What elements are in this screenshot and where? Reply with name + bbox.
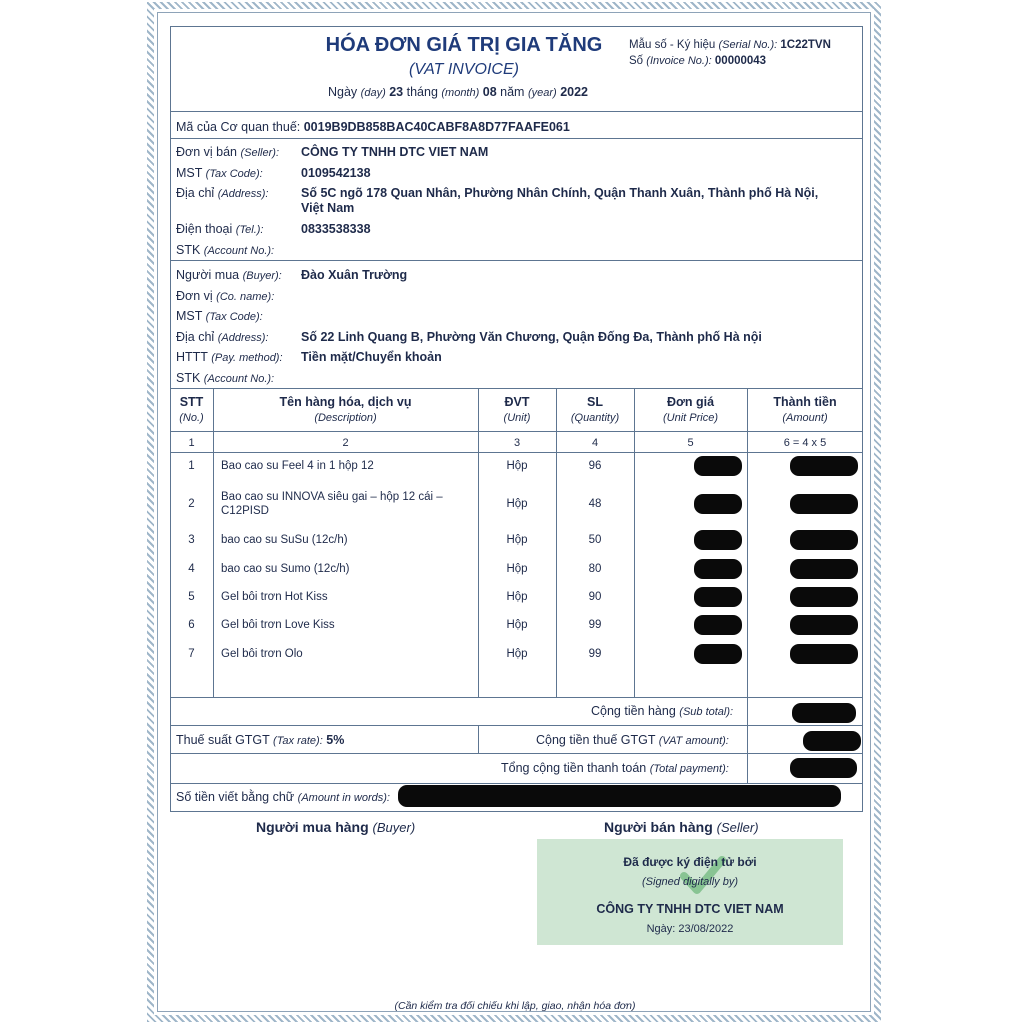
seller-tel-label: Điện thoại (Tel.):: [176, 222, 264, 236]
buyer-company-label: Đơn vị (Co. name):: [176, 289, 275, 303]
row-number: 3: [188, 534, 195, 546]
amount-in-words-label: Số tiền viết bằng chữ (Amount in words):: [176, 790, 390, 804]
row-unit: Hộp: [506, 591, 528, 603]
footer-note: (Cần kiểm tra đối chiếu khi lập, giao, nhận hóa đơn): [394, 1000, 636, 1012]
signer-name: CÔNG TY TNHH DTC VIET NAM: [596, 902, 784, 916]
seller-address-line1: Số 5C ngõ 178 Quan Nhân, Phường Nhân Chính, Quận Thanh Xuân, Thành phố Hà Nội,: [301, 186, 819, 200]
row-quantity: 96: [588, 460, 602, 472]
subtotal-redacted: [792, 703, 856, 723]
amount-redacted: [790, 644, 858, 664]
row-description: Gel bôi trơn Olo: [221, 648, 303, 660]
invoice-subtitle: (VAT INVOICE): [409, 61, 519, 78]
row-unit: Hộp: [506, 460, 528, 472]
invoice-date: Ngày (day) 23 tháng (month) 08 năm (year) 2022: [328, 85, 588, 99]
unit-price-redacted: [694, 559, 742, 579]
amount-redacted: [790, 530, 858, 550]
row-quantity: 48: [588, 498, 602, 510]
seller-account-label: STK (Account No.):: [176, 243, 275, 257]
row-quantity: 50: [588, 534, 602, 546]
row-description: Bao cao su INNOVA siêu gai – hộp 12 cái –: [221, 491, 443, 503]
column-header-en: (Amount): [782, 412, 828, 424]
vat-amount-redacted: [803, 731, 861, 751]
seller-signature-label: Người bán hàng (Seller): [604, 819, 759, 835]
serial-number: Mẫu số - Ký hiệu (Serial No.): 1C22TVN: [629, 39, 831, 51]
invoice-title: HÓA ĐƠN GIÁ TRỊ GIA TĂNG: [325, 34, 603, 56]
unit-price-redacted: [694, 494, 742, 514]
unit-price-redacted: [694, 456, 742, 476]
row-description: Gel bôi trơn Love Kiss: [221, 619, 335, 631]
seller-tax-code: 0109542138: [301, 166, 371, 180]
buyer-tax-label: MST (Tax Code):: [176, 309, 263, 323]
column-header-en: (No.): [179, 412, 204, 424]
column-index: 2: [342, 437, 349, 449]
amount-redacted: [790, 587, 858, 607]
total-payment-redacted: [790, 758, 857, 778]
row-description: Gel bôi trơn Hot Kiss: [221, 591, 328, 603]
row-unit: Hộp: [506, 534, 528, 546]
subtotal-label: Cộng tiền hàng (Sub total):: [591, 704, 734, 718]
invoice-number: Số (Invoice No.): 00000043: [629, 55, 767, 67]
row-number: 4: [188, 563, 195, 575]
seller-address-label: Địa chỉ (Address):: [176, 186, 269, 200]
sign-date: Ngày: 23/08/2022: [646, 923, 734, 935]
row-number: 5: [188, 591, 195, 603]
amount-redacted: [790, 559, 858, 579]
amount-redacted: [790, 456, 858, 476]
column-header: Tên hàng hóa, dịch vụ: [279, 395, 412, 409]
column-header-en: (Unit): [503, 412, 531, 424]
row-unit: Hộp: [506, 498, 528, 510]
column-index: 5: [687, 437, 694, 449]
buyer-signature-label: Người mua hàng (Buyer): [256, 819, 416, 835]
unit-price-redacted: [694, 615, 742, 635]
column-header-en: (Unit Price): [662, 412, 718, 424]
column-header: Đơn giá: [666, 395, 715, 409]
row-number: 7: [188, 648, 195, 660]
buyer-account-label: STK (Account No.):: [176, 371, 275, 385]
signed-by-text: Đã được ký điện tử bởi: [623, 855, 757, 869]
signed-by-en: (Signed digitally by): [642, 876, 738, 888]
row-description: bao cao su SuSu (12c/h): [221, 534, 348, 546]
column-header-en: (Description): [314, 412, 377, 424]
column-index: 1: [188, 437, 195, 449]
column-index: 4: [591, 437, 599, 449]
row-unit: Hộp: [506, 619, 528, 631]
column-header: SL: [587, 395, 603, 409]
unit-price-redacted: [694, 530, 742, 550]
seller-name-label: Đơn vị bán (Seller):: [176, 145, 280, 159]
row-unit: Hộp: [506, 648, 528, 660]
row-description-line2: C12PISD: [221, 505, 269, 517]
amount-redacted: [790, 615, 858, 635]
tax-authority-code: Mã của Cơ quan thuế: 0019B9DB858BAC40CABF8A8D77FAAFE061: [176, 120, 570, 134]
unit-price-redacted: [694, 587, 742, 607]
row-quantity: 80: [588, 563, 602, 575]
column-index: 6 = 4 x 5: [783, 437, 827, 449]
row-number: 2: [188, 498, 195, 510]
seller-tax-label: MST (Tax Code):: [176, 166, 263, 180]
payment-method: Tiền mặt/Chuyển khoản: [301, 350, 442, 364]
tax-rate: Thuế suất GTGT (Tax rate): 5%: [176, 733, 345, 747]
column-header: Thành tiền: [773, 395, 837, 409]
row-quantity: 90: [588, 591, 602, 603]
column-header: ĐVT: [504, 395, 530, 409]
row-description: bao cao su Sumo (12c/h): [221, 563, 350, 575]
amount-redacted: [790, 494, 858, 514]
column-index: 3: [513, 437, 521, 449]
seller-name: CÔNG TY TNHH DTC VIET NAM: [301, 145, 489, 159]
payment-method-label: HTTT (Pay. method):: [176, 350, 283, 364]
row-number: 1: [188, 460, 195, 472]
seller-tel: 0833538338: [301, 222, 371, 236]
column-header: STT: [179, 395, 204, 409]
row-number: 6: [188, 619, 195, 631]
row-unit: Hộp: [506, 563, 528, 575]
buyer-name: Đào Xuân Trường: [301, 268, 408, 282]
column-header-en: (Quantity): [570, 412, 620, 424]
buyer-address-label: Địa chỉ (Address):: [176, 330, 269, 344]
buyer-name-label: Người mua (Buyer):: [176, 268, 282, 282]
unit-price-redacted: [694, 644, 742, 664]
amount-in-words-redacted: [398, 785, 841, 807]
buyer-address: Số 22 Linh Quang B, Phường Văn Chương, Quận Đống Đa, Thành phố Hà nội: [301, 330, 762, 344]
total-payment-label: Tổng cộng tiền thanh toán (Total payment):: [501, 761, 729, 775]
row-description: Bao cao su Feel 4 in 1 hộp 12: [221, 460, 374, 472]
seller-address-line2: Việt Nam: [301, 201, 355, 215]
row-quantity: 99: [588, 619, 602, 631]
vat-amount-label: Cộng tiền thuế GTGT (VAT amount):: [536, 733, 729, 747]
row-quantity: 99: [588, 648, 602, 660]
